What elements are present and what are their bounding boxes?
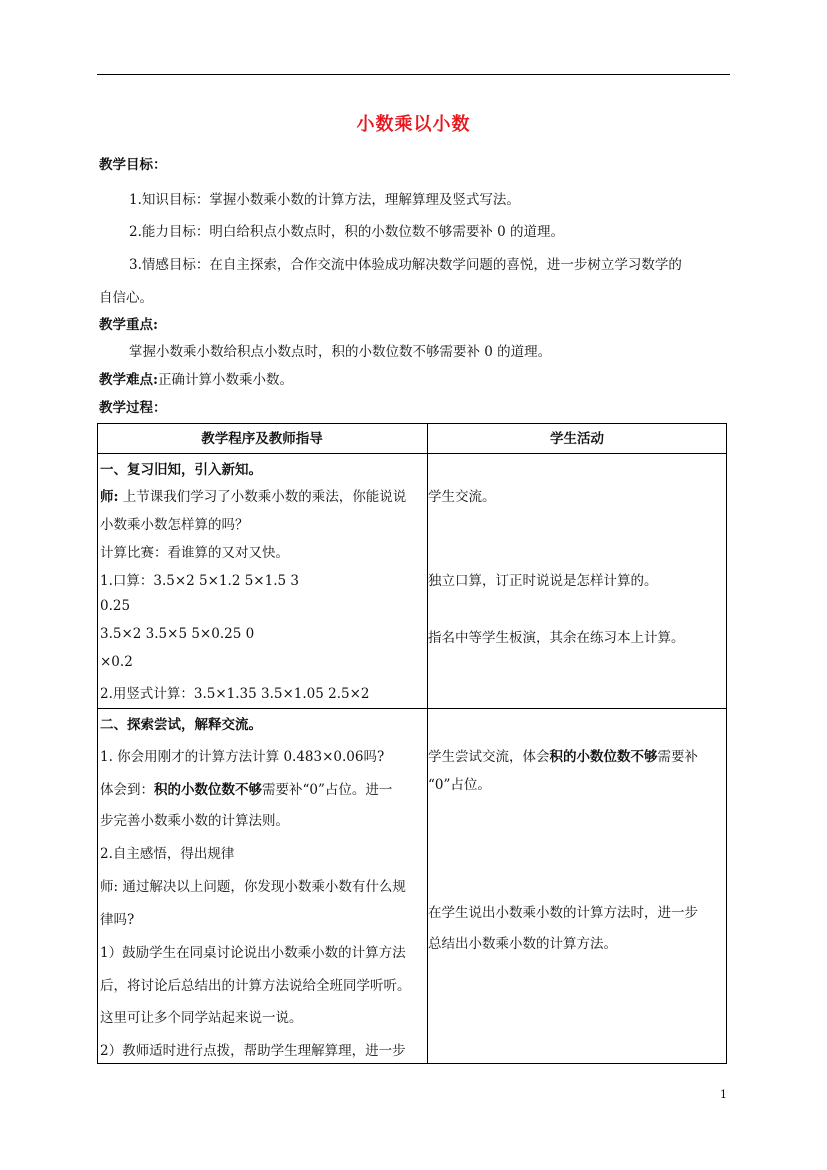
- section1-teacher-line: [100, 485, 406, 505]
- section2-line: 师: 通过解决以上问题，你发现小数乘小数有什么规: [100, 879, 406, 895]
- process-table: [97, 423, 726, 1063]
- key-heading: 教学重点:: [99, 317, 158, 333]
- header-student: 学生活动: [550, 431, 604, 447]
- teacher-label: 师:: [100, 489, 119, 505]
- section2-line: 2）教师适时进行点拨，帮助学生理解算理，进一步: [100, 1043, 406, 1059]
- realize-prefix: 体会到：: [100, 782, 154, 798]
- goals-heading: 教学目标：: [99, 157, 167, 173]
- section1-line: 2.用竖式计算：3.5×1.35 3.5×1.05 2.5×2: [100, 686, 370, 702]
- section2-realize: [100, 778, 392, 798]
- student-a-prefix: 学生尝试交流，体会: [428, 749, 550, 765]
- difficulty-text: 正确计算小数乘小数。: [157, 372, 293, 388]
- section2-line: 步完善小数乘小数的计算法则。: [100, 813, 289, 829]
- table-column-divider: [427, 423, 428, 1063]
- realize-bold: 积的小数位数不够: [154, 782, 262, 798]
- section2-line: 1）鼓励学生在同桌讨论说出小数乘小数的计算方法: [100, 945, 406, 961]
- teacher-text: 上节课我们学习了小数乘小数的乘法，你能说说: [118, 489, 407, 505]
- page-number: 1: [720, 1088, 727, 1101]
- header-teacher: 教学程序及教师指导: [201, 431, 323, 447]
- realize-suffix: 需要补“0”占位。进一: [262, 782, 393, 798]
- section1-line: 1.口算：3.5×2 5×1.2 5×1.5 3: [100, 573, 299, 589]
- section2-line: 律吗?: [100, 912, 135, 928]
- process-heading: 教学过程：: [99, 400, 167, 416]
- section2-line: 这里可让多个同学站起来说一说。: [100, 1010, 303, 1026]
- section1-line: 计算比赛：看谁算的又对又快。: [100, 545, 289, 561]
- section1-student: 学生交流。: [428, 489, 496, 505]
- section2-q1: 1. 你会用刚才的计算方法计算 0.483×0.06吗?: [100, 749, 385, 765]
- section2-student-a-cont: “0”占位。: [428, 777, 491, 793]
- section2-student-b: 在学生说出小数乘小数的计算方法时，进一步: [428, 905, 698, 921]
- section2-title: 二、探索尝试，解释交流。: [100, 717, 262, 733]
- student-a-suffix: 需要补: [657, 749, 698, 765]
- section1-title: 一、复习旧知，引入新知。: [100, 462, 262, 478]
- section2-line: 2.自主感悟，得出规律: [100, 846, 235, 862]
- table-header-divider: [97, 453, 727, 454]
- table-section-divider: [97, 708, 727, 709]
- key-text: 掌握小数乘小数给积点小数点时，积的小数位数不够需要补 0 的道理。: [129, 344, 552, 360]
- student-a-bold: 积的小数位数不够: [549, 749, 658, 765]
- section2-student-a: [428, 745, 698, 765]
- section1-line: ×0.2: [100, 654, 133, 670]
- goal-item-1: 1.知识目标：掌握小数乘小数的计算方法，理解算理及竖式写法。: [129, 192, 520, 208]
- goal-item-2: 2.能力目标：明白给积点小数点时，积的小数位数不够需要补 0 的道理。: [129, 224, 565, 240]
- page-title: 小数乘以小数: [356, 114, 471, 135]
- section2-student-b: 总结出小数乘小数的计算方法。: [428, 936, 617, 952]
- section1-student: 指名中等学生板演，其余在练习本上计算。: [428, 630, 685, 646]
- goal-item-3-cont: 自信心。: [99, 290, 153, 306]
- difficulty-heading: 教学难点:: [99, 372, 158, 388]
- section1-line: 3.5×2 3.5×5 5×0.25 0: [100, 626, 255, 642]
- section1-student: 独立口算，订正时说说是怎样计算的。: [428, 573, 658, 589]
- header-rule: [97, 74, 730, 75]
- section1-line: 小数乘小数怎样算的吗？: [100, 517, 249, 533]
- difficulty-line: [99, 368, 293, 388]
- section2-line: 后，将讨论后总结出的计算方法说给全班同学听听。: [100, 978, 411, 994]
- section1-line: 0.25: [100, 598, 131, 614]
- goal-item-3: 3.情感目标：在自主探索，合作交流中体验成功解决数学问题的喜悦，进一步树立学习数学的: [129, 257, 682, 273]
